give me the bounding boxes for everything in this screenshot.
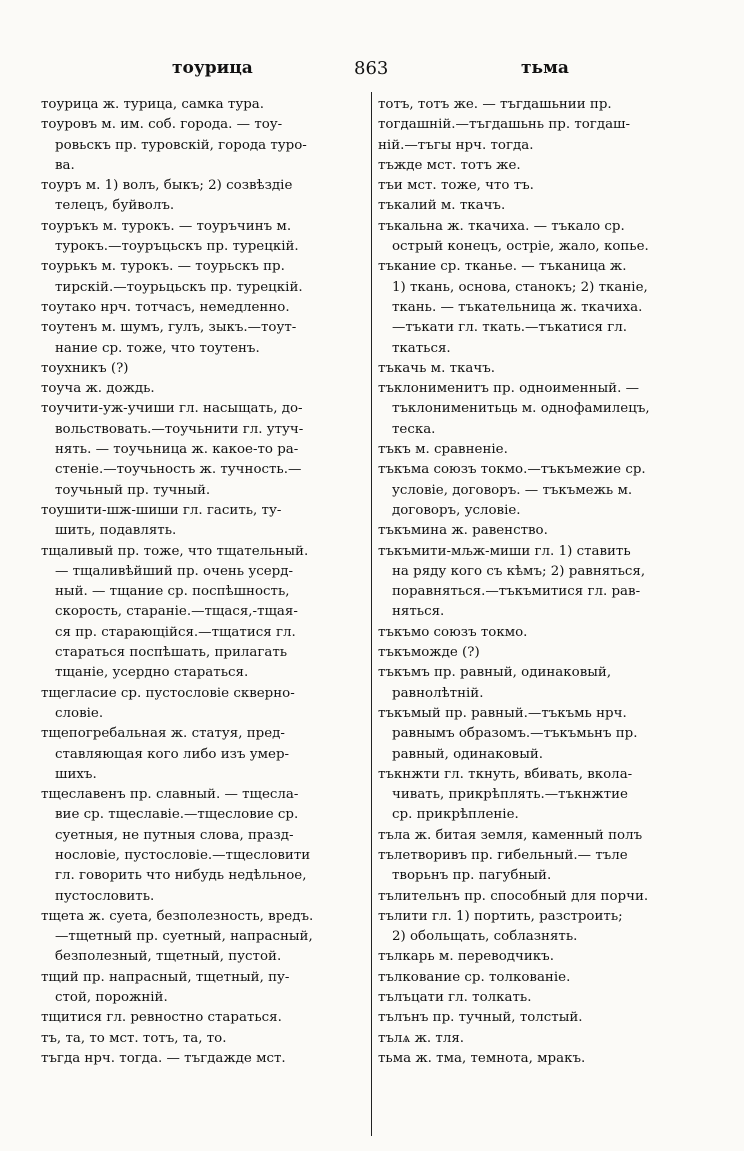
entry-line: тщепогребальная ж. статуя, пред- [41, 726, 285, 742]
entry-line: тъла ж. битая земля, каменный полъ [378, 827, 643, 843]
entry-line: вие ср. тщеславіе.—тщесловие ср. [55, 807, 299, 823]
entry-line: тоуча ж. дождь. [41, 381, 155, 397]
entry-line: гл. говорить что нибудь недѣльное, [55, 868, 307, 884]
entry-line: тъкъма союзъ токмо.—тъкъмежие ср. [378, 462, 646, 478]
entry-line: шихъ. [55, 766, 97, 782]
entry-line: тщий пр. напрасный, тщетный, пу- [41, 969, 290, 985]
entry-line: тъкъможде (?) [378, 645, 480, 661]
entry-line: телецъ, буйволъ. [55, 198, 175, 214]
entry-line: няться. [392, 604, 445, 620]
entry-line: тоурькъ м. турокъ. — тоурьскъ пр. [41, 259, 285, 275]
entry-line: суетныя, не путныя слова, празд- [55, 827, 294, 843]
entry-line: ткань. — тъкательница ж. ткачиха. [392, 299, 643, 315]
entry-line: тоутако нрч. тотчасъ, немедленно. [41, 299, 290, 315]
entry-line: тоухникъ (?) [41, 360, 129, 376]
entry-line: тълити гл. 1) портить, разстроить; [378, 908, 623, 924]
entry-line: нословіе, пустословіе.—тщесловити [55, 847, 311, 863]
entry-line: турокъ.—тоуръцьскъ пр. турецкій. [55, 239, 299, 255]
entry-line: тъкалий м. ткачъ. [378, 198, 506, 214]
entry-line: тъкъмити-мљж-миши гл. 1) ставить [378, 543, 631, 559]
entry-line: тщаливый пр. тоже, что тщательный. [41, 543, 309, 559]
entry-line: 1) ткань, основа, станокъ; 2) тканіе, [392, 279, 648, 295]
entry-line: вольствовать.—тоучьнити гл. утуч- [55, 421, 304, 437]
entry-line: тоуръкъ м. турокъ. — тоуръчинъ м. [41, 218, 292, 234]
entry-line: ся пр. старающійся.—тщатися гл. [55, 624, 296, 640]
entry-line: тъгда нрч. тогда. — тъгдажде мст. [41, 1050, 286, 1066]
entry-line: тъкъмый пр. равный.—тъкъмь нрч. [378, 705, 627, 721]
entry-line: чивать, прикрѣплять.—тъкнжтие [392, 787, 628, 803]
entry-line: поравняться.—тъкъмитися гл. рав- [392, 584, 641, 600]
entry-line: тщеславенъ пр. славный. — тщесла- [41, 787, 299, 803]
page-number: 863 [354, 58, 389, 79]
entry-line: ный. — тщание ср. поспѣшность, [55, 584, 290, 600]
right-column [378, 95, 733, 1069]
entry-line: творьнъ пр. пагубный. [392, 868, 552, 884]
entry-line: равнолѣтній. [392, 685, 484, 701]
entry-line: тъи мст. тоже, что тъ. [378, 178, 534, 194]
entry-line: тоурица ж. турица, самка тура. [41, 97, 265, 112]
entry-line: ва. [55, 157, 75, 173]
entry-line: — тщаливѣйший пр. очень усерд- [55, 563, 293, 579]
entry-line: 2) обольщать, соблазнять. [392, 929, 578, 945]
entry-line: условіе, договоръ. — тъкъмежь м. [392, 482, 633, 498]
entry-line: ткаться. [392, 340, 451, 356]
entry-line: тъклонименитьць м. однофамилецъ, [392, 401, 650, 417]
entry-line: нять. — тоучьница ж. какое-то ра- [55, 442, 299, 458]
entry-line: тъкальна ж. ткачиха. — тъкало ср. [378, 218, 625, 234]
entry-line: на ряду кого съ кѣмъ; 2) равняться, [392, 563, 646, 579]
running-head-right: тьма [521, 58, 569, 78]
entry-line: тоуровъ м. им. соб. города. — тоу- [41, 117, 283, 133]
entry-line: тщегласие ср. пустословіе скверно- [41, 685, 295, 701]
entry-line: ровьскъ пр. туровскій, города туро- [55, 137, 307, 153]
entry-line: тоуръ м. 1) волъ, быкъ; 2) созвѣздіе [41, 178, 293, 194]
column-divider [371, 92, 372, 1136]
entry-line: тълкование ср. толкованіе. [378, 969, 571, 985]
entry-line: тщета ж. суета, безполезность, вредъ. [41, 908, 314, 924]
entry-line: словіе. [55, 705, 104, 721]
entry-line: тълѧ ж. тля. [378, 1030, 465, 1046]
entry-line: шить, подавлять. [55, 523, 177, 539]
entry-line: тъкачь м. ткачъ. [378, 360, 495, 376]
entry-line: безполезный, тщетный, пустой. [55, 949, 282, 965]
entry-line: тоучьный пр. тучный. [55, 482, 211, 498]
entry-line: тъжде мст. тотъ же. [378, 157, 521, 173]
entry-line: —тъкати гл. ткать.—тъкатися гл. [392, 320, 627, 336]
left-column [41, 95, 366, 1069]
entry-line: тъкъ м. сравненіе. [378, 442, 508, 458]
entry-line: тъкъмъ пр. равный, одинаковый, [378, 665, 612, 681]
entry-line: тотъ, тотъ же. — тъгдашьнии пр. [378, 97, 612, 112]
entry-line: тълкарь м. переводчикъ. [378, 949, 554, 965]
entry-line: ставляющая кого либо изъ умер- [55, 746, 290, 762]
entry-line: ній.—тъгы нрч. тогда. [378, 137, 534, 153]
entry-line: тоучити-уж-учиши гл. насыщать, до- [41, 401, 303, 417]
entry-line: стой, порожній. [55, 990, 168, 1006]
entry-line: тоушити-шж-шиши гл. гасить, ту- [41, 502, 282, 518]
entry-line: —тщетный пр. суетный, напрасный, [55, 929, 313, 945]
entry-line: стараться поспѣшать, прилагать [55, 645, 288, 661]
entry-line: тълительнъ пр. способный для порчи. [378, 888, 649, 904]
entry-line: стеніе.—тоучьность ж. тучность.— [55, 462, 302, 478]
entry-line: нание ср. тоже, что тоутенъ. [55, 340, 260, 356]
entry-line: тъклонименитъ пр. одноименный. — [378, 381, 639, 397]
entry-line: тщитися гл. ревностно стараться. [41, 1010, 282, 1026]
entry-line: тьма ж. тма, темнота, мракъ. [378, 1050, 586, 1066]
running-head-left: тоурица [172, 58, 253, 78]
entry-line: равный, одинаковый. [392, 746, 544, 762]
entry-line: тоутенъ м. шумъ, гулъ, зыкъ.—тоут- [41, 320, 297, 336]
entry-line: острый конецъ, остріе, жало, копье. [392, 239, 649, 255]
entry-line: договоръ, условіе. [392, 502, 521, 518]
entry-line: тълъцати гл. толкать. [378, 990, 532, 1006]
entry-line: тирскій.—тоурьцьскъ пр. турецкій. [55, 279, 303, 295]
entry-line: тъкнжти гл. ткнуть, вбивать, вкола- [378, 766, 633, 782]
entry-line: тълънъ пр. тучный, толстый. [378, 1010, 583, 1026]
entry-line: тогдашній.—тъгдашьнь пр. тогдаш- [378, 117, 631, 133]
entry-line: тъкъмина ж. равенство. [378, 523, 548, 539]
entry-line: тъкъмо союзъ токмо. [378, 624, 528, 640]
entry-line: равнымъ образомъ.—тъкъмьнъ пр. [392, 726, 638, 742]
entry-line: теска. [392, 421, 436, 437]
entry-line: тъкание ср. тканье. — тъканица ж. [378, 259, 627, 275]
entry-line: ср. прикрѣпленіе. [392, 807, 519, 823]
entry-line: тщаніе, усердно стараться. [55, 665, 249, 681]
entry-line: скорость, стараніе.—тщася,-тщая- [55, 604, 298, 620]
entry-line: тъ, та, то мст. тотъ, та, то. [41, 1030, 227, 1046]
entry-line: тълетворивъ пр. гибельный.— тълe [378, 847, 628, 863]
entry-line: пустословить. [55, 888, 155, 904]
